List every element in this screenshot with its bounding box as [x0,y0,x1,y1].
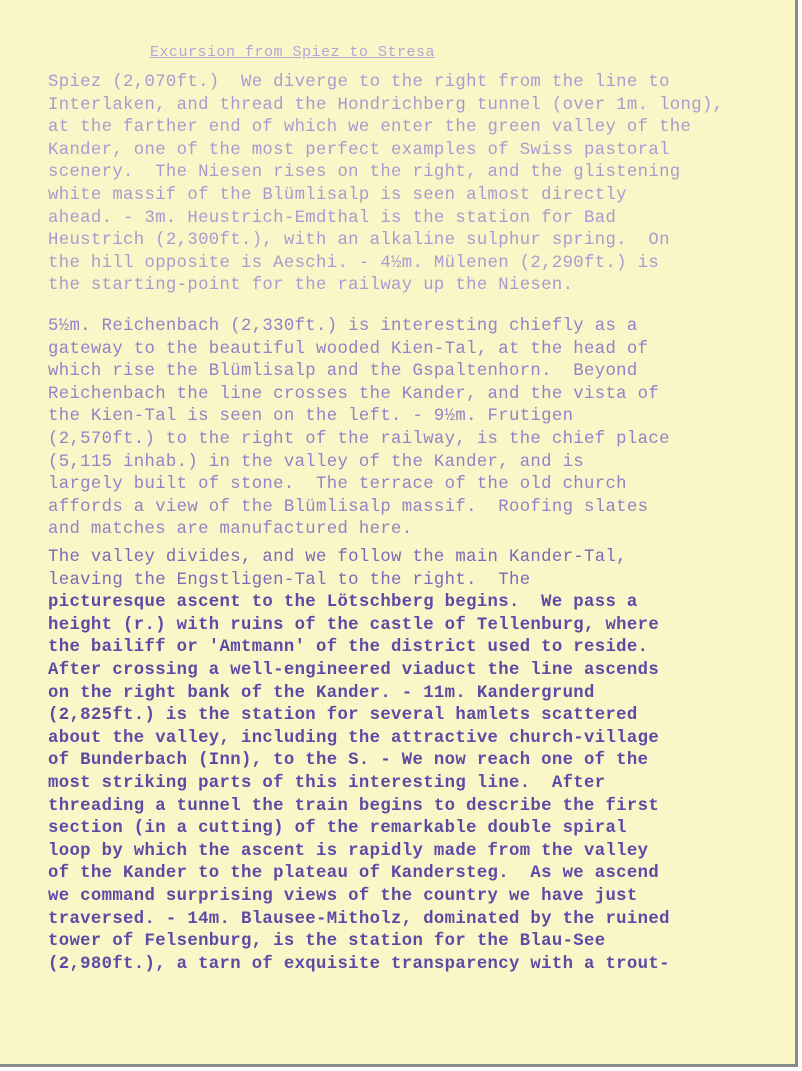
text-line: affords a view of the Blümlisalp massif. Roofing slates [48,497,649,517]
text-line: (5,115 inhab.) in the valley of the Kander, and is [48,452,585,472]
text-line: (2,980ft.), a tarn of exquisite transparency with a trout- [48,954,670,974]
text-line: The valley divides, and we follow the main Kander-Tal, [48,548,627,567]
text-line: Interlaken, and thread the Hondrichberg tunnel (over 1m. long), [48,95,724,115]
paragraph-reichenbach [48,316,748,542]
text-line: tower of Felsenburg, is the station for the Blau-See [48,932,606,952]
text-line: loop by which the ascent is rapidly made from the valley [48,841,649,861]
text-line: 5½m. Reichenbach (2,330ft.) is interesting chiefly as a [48,317,638,336]
text-line: scenery. The Niesen rises on the right, and the glistening [48,163,681,183]
text-line: we command surprising views of the country we have just [48,886,638,906]
text-line: on the right bank of the Kander. - 11m. Kandergrund [48,683,595,703]
text-line: which rise the Blümlisalp and the Gspaltenhorn. Beyond [48,362,638,382]
text-line: white massif of the Blümlisalp is seen almost directly [48,185,627,205]
text-line: section (in a cutting) of the remarkable double spiral [48,819,627,839]
text-line: Heustrich (2,300ft.), with an alkaline sulphur spring. On [48,231,670,251]
text-line: the Kien-Tal is seen on the left. - 9½m. Frutigen [48,407,574,427]
text-line: most striking parts of this interesting line. After [48,773,606,793]
text-line: Spiez (2,070ft.) We diverge to the right from the line to [48,73,670,92]
text-line: threading a tunnel the train begins to describe the first [48,796,660,816]
text-line: the hill opposite is Aeschi. - 4½m. Mülenen (2,290ft.) is [48,253,660,273]
text-line: of Bunderbach (Inn), to the S. - We now reach one of the [48,751,649,771]
text-line: largely built of stone. The terrace of the old church [48,475,627,495]
text-line: leaving the Engstligen-Tal to the right. The [48,570,531,590]
text-line: of the Kander to the plateau of Kandersteg. As we ascend [48,864,660,884]
text-line: ahead. - 3m. Heustrich-Emdthal is the station for Bad [48,208,617,228]
paragraph-spiez [48,72,748,298]
text-line: the starting-point for the railway up the Niesen. [48,276,574,296]
text-line: height (r.) with ruins of the castle of Tellenburg, where [48,615,660,635]
text-line: Reichenbach the line crosses the Kander, and the vista of [48,384,660,404]
text-line: (2,570ft.) to the right of the railway, is the chief place [48,429,670,449]
text-line: (2,825ft.) is the station for several hamlets scattered [48,706,638,726]
text-line: gateway to the beautiful wooded Kien-Tal, at the head of [48,339,649,359]
text-line: and matches are manufactured here. [48,520,413,540]
text-line: traversed. - 14m. Blausee-Mitholz, dominated by the ruined [48,909,670,929]
text-line: the bailiff or 'Amtmann' of the district used to reside. [48,638,649,658]
text-line: picturesque ascent to the Lötschberg begins. We pass a [48,593,638,613]
page-title: Excursion from Spiez to Stresa [150,44,436,61]
text-line: Kander, one of the most perfect examples of Swiss pastoral [48,140,670,160]
text-line: about the valley, including the attractive church-village [48,728,660,748]
text-line: at the farther end of which we enter the green valley of the [48,118,692,138]
text-line: After crossing a well-engineered viaduct the line ascends [48,660,660,680]
paragraph-kander-tal [48,547,748,976]
